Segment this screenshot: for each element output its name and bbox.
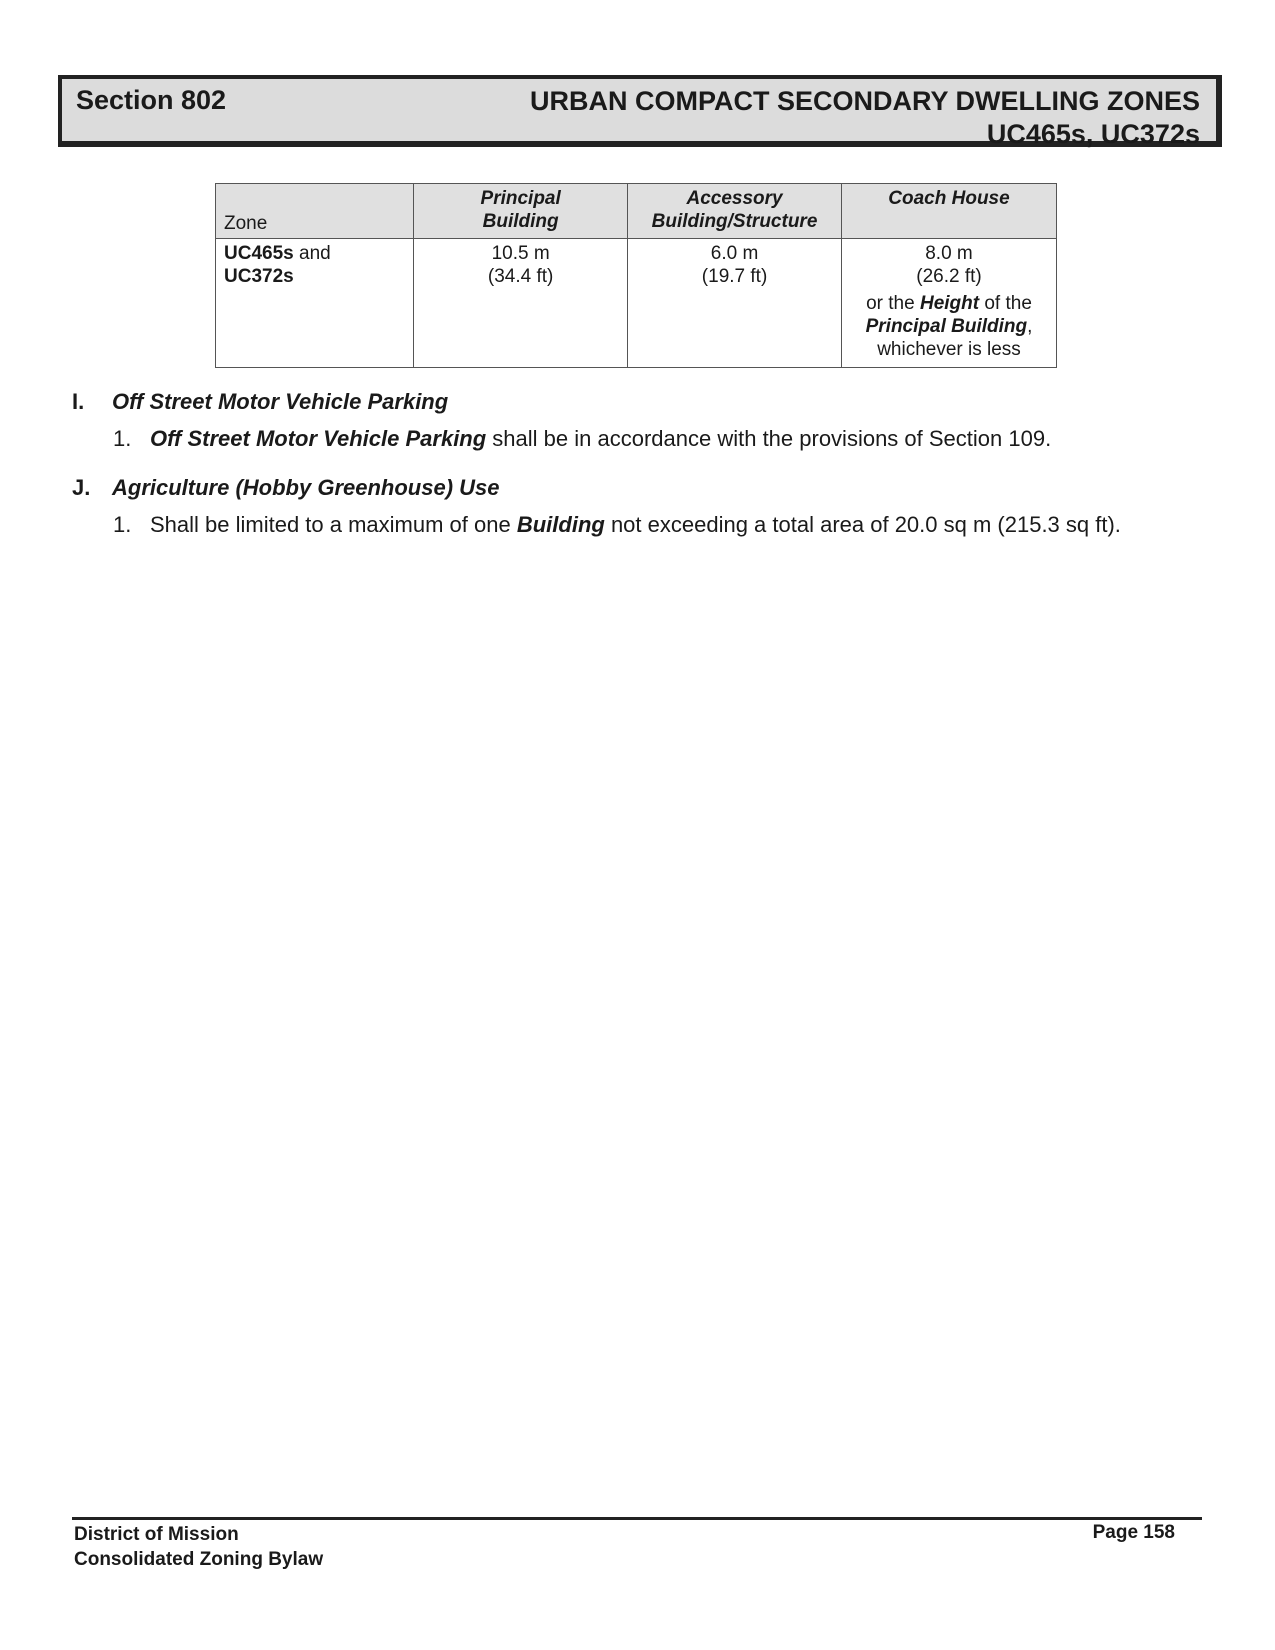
table-row <box>216 239 1057 368</box>
zone-uc372s: UC372s <box>224 266 294 287</box>
item-number: 1. <box>113 426 132 451</box>
coach-note-text-1: or the <box>866 293 920 314</box>
section-i-title: Off Street Motor Vehicle Parking <box>112 389 449 414</box>
col-header-principal-line1: Principal <box>480 188 561 209</box>
coach-note-height-term: Height <box>919 293 980 314</box>
item-text: shall be in accordance with the provisions of Section 109. <box>486 426 1052 451</box>
section-j-letter: J. <box>72 475 91 500</box>
col-header-accessory <box>628 184 842 239</box>
col-header-principal <box>414 184 628 239</box>
coach-note <box>850 292 1048 361</box>
cell-zone <box>216 239 414 368</box>
footer-doc-title: Consolidated Zoning Bylaw <box>74 1549 324 1570</box>
zone-and: and <box>293 243 331 264</box>
item-text-2: not exceeding a total area of 20.0 sq m (215.3 sq ft). <box>604 512 1121 537</box>
section-i-item-1 <box>113 426 1051 452</box>
coach-height-m: 8.0 m <box>925 243 973 264</box>
principal-height-ft: (34.4 ft) <box>487 266 554 287</box>
height-table <box>215 183 1057 368</box>
coach-note-principal-term: Principal Building <box>865 316 1028 337</box>
coach-note-text-4: whichever is less <box>877 339 1021 360</box>
cell-accessory <box>628 239 842 368</box>
coach-note-text-2: of the <box>979 293 1032 314</box>
section-number: Section 802 <box>76 85 227 115</box>
col-header-zone: Zone <box>216 184 414 239</box>
cell-coach <box>842 239 1057 368</box>
item-number: 1. <box>113 512 132 537</box>
section-title-line1: URBAN COMPACT SECONDARY DWELLING ZONES <box>529 86 1200 116</box>
principal-height-m: 10.5 m <box>491 243 550 264</box>
col-header-accessory-line1: Accessory <box>686 188 783 209</box>
col-header-accessory-line2: Building/Structure <box>651 211 818 232</box>
accessory-height-m: 6.0 m <box>710 243 759 264</box>
item-term: Building <box>516 512 605 537</box>
cell-principal <box>414 239 628 368</box>
section-header <box>58 75 1222 147</box>
section-title-line2: UC465s, UC372s <box>986 119 1200 149</box>
col-header-coach: Coach House <box>842 184 1057 239</box>
item-text-1: Shall be limited to a maximum of one <box>150 512 517 537</box>
zone-uc465s: UC465s <box>224 243 294 264</box>
col-header-principal-line2: Building <box>482 211 559 232</box>
section-i-letter: I. <box>72 389 85 414</box>
section-i-heading <box>72 389 448 415</box>
footer-left <box>74 1522 323 1572</box>
section-j-heading <box>72 475 500 501</box>
accessory-height-ft: (19.7 ft) <box>701 266 768 287</box>
footer-org: District of Mission <box>74 1524 239 1545</box>
page-number: Page 158 <box>1092 1522 1175 1543</box>
section-j-item-1 <box>113 512 1121 538</box>
section-title <box>530 85 1200 151</box>
table-header-row <box>216 184 1057 239</box>
coach-note-comma: , <box>1027 316 1033 337</box>
section-j-title: Agriculture (Hobby Greenhouse) Use <box>112 475 500 500</box>
footer-rule <box>72 1517 1202 1520</box>
item-term: Off Street Motor Vehicle Parking <box>150 426 487 451</box>
coach-height-ft: (26.2 ft) <box>916 266 982 287</box>
